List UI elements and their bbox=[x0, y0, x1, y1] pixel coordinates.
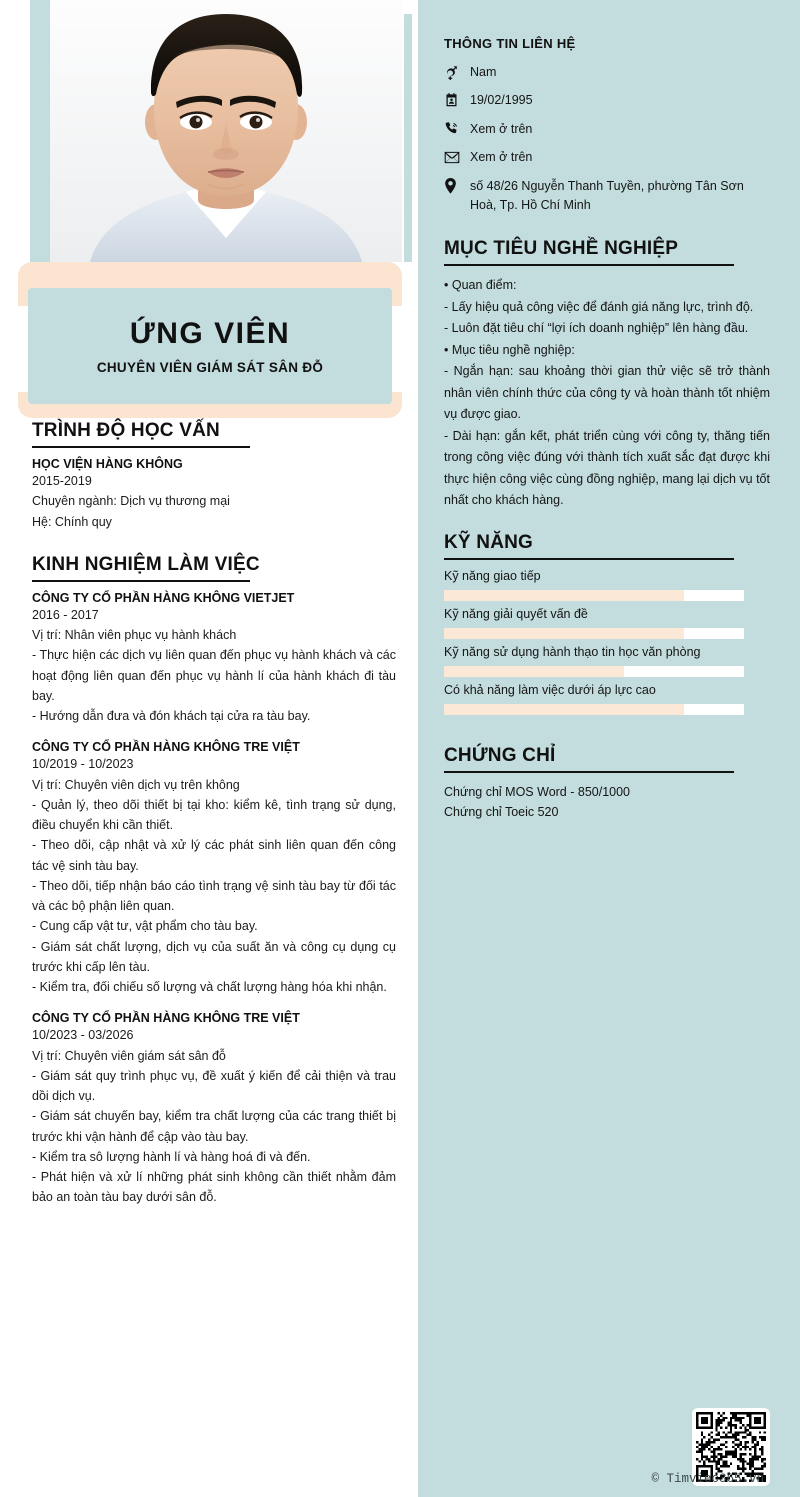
certificates-rule bbox=[444, 771, 734, 773]
certificate-item: Chứng chỉ Toeic 520 bbox=[444, 805, 559, 819]
experience-item bbox=[32, 1011, 396, 1207]
portrait-illustration bbox=[50, 0, 402, 262]
experience-duty: - Giám sát chuyến bay, kiểm tra chất lượng của các trang thiết bị trước khi vận hành để cập vào tàu bay. bbox=[32, 1109, 396, 1144]
skill-label: Kỹ năng giao tiếp bbox=[444, 568, 541, 583]
objective-line: • Mục tiêu nghề nghiệp: bbox=[444, 342, 575, 357]
phone-icon bbox=[444, 120, 470, 138]
footer-credit: © Timviec365.vn bbox=[651, 1472, 764, 1486]
section-spacer bbox=[32, 532, 396, 554]
name-banner bbox=[28, 288, 392, 404]
skills-heading: KỸ NĂNG bbox=[444, 531, 534, 553]
experience-duty: - Kiểm tra, đối chiếu số lượng và chất lượng hàng hóa khi nhận. bbox=[32, 980, 387, 994]
skills-list bbox=[444, 569, 770, 715]
contact-value: Xem ở trên bbox=[470, 121, 533, 136]
experience-duty: - Hướng dẫn đưa và đón khách tại cửa ra tàu bay. bbox=[32, 709, 311, 723]
objective-line: - Dài hạn: gắn kết, phát triển cùng với công ty, thăng tiến trong công việc đúng với thành tích xuất sắc đạt được khi thực hiện công việc cùng đồng nghiệp, mang lại dịch vụ tốt nhất cho khách hàng. bbox=[444, 428, 770, 508]
contact-value: 19/02/1995 bbox=[470, 93, 533, 108]
experience-duty: - Phát hiện và xử lí những phát sinh không cần thiết nhằm đảm bảo an toàn tàu bay dưới sân đỗ. bbox=[32, 1170, 396, 1205]
contact-row bbox=[444, 120, 770, 139]
experience-position: Vị trí: Nhân viên phục vụ hành khách bbox=[32, 628, 237, 642]
experience-position: Vị trí: Chuyên viên dịch vụ trên không bbox=[32, 777, 240, 792]
objective-section bbox=[444, 238, 770, 512]
skill-item bbox=[444, 569, 770, 601]
experience-duty: - Giám sát chất lượng, dịch vụ của suất ăn và công cụ dụng cụ trước khi cấp lên tàu. bbox=[32, 939, 396, 974]
experience-section bbox=[32, 554, 396, 1208]
calendar-icon bbox=[444, 91, 470, 109]
experience-item bbox=[32, 740, 396, 997]
experience-period: 10/2019 - 10/2023 bbox=[32, 757, 134, 772]
skill-bar-fill bbox=[444, 704, 684, 715]
skill-label: Kỹ năng giải quyết vấn đề bbox=[444, 606, 588, 621]
skill-bar-track bbox=[444, 590, 744, 601]
experience-period: 10/2023 - 03/2026 bbox=[32, 1028, 134, 1043]
experience-list bbox=[32, 591, 396, 1208]
left-column bbox=[0, 420, 418, 1222]
objective-heading: MỤC TIÊU NGHỀ NGHIỆP bbox=[444, 238, 679, 260]
education-rule bbox=[32, 446, 250, 448]
education-school: HỌC VIỆN HÀNG KHÔNG bbox=[32, 457, 183, 471]
experience-duty: - Thực hiện các dịch vụ liên quan đến phục vụ hành khách và các hoạt động liên quan đến phục vụ hành lí của hành khách đi tàu bay. bbox=[32, 648, 396, 703]
contact-row bbox=[444, 177, 770, 216]
decor-bar-right-b bbox=[404, 14, 412, 262]
objective-line: - Lấy hiệu quả công việc để đánh giá năng lực, trình độ. bbox=[444, 299, 754, 314]
skill-label: Có khả năng làm việc dưới áp lực cao bbox=[444, 682, 656, 697]
skill-bar-fill bbox=[444, 628, 684, 639]
candidate-name: ỨNG VIÊN bbox=[129, 317, 291, 350]
contact-row bbox=[444, 148, 770, 167]
objective-line: • Quan điểm: bbox=[444, 278, 517, 293]
experience-position: Vị trí: Chuyên viên giám sát sân đỗ bbox=[32, 1048, 226, 1063]
experience-duty: - Giám sát quy trình phục vụ, đề xuất ý kiến để cải thiện và trau dồi dịch vụ. bbox=[32, 1068, 396, 1103]
experience-company: CÔNG TY CỔ PHẦN HÀNG KHÔNG TRE VIỆT bbox=[32, 740, 300, 755]
certificates-list bbox=[444, 782, 770, 823]
skill-item bbox=[444, 607, 770, 639]
contact-value: Nam bbox=[470, 65, 497, 79]
objective-line: - Ngắn hạn: sau khoảng thời gian thử việc sẽ trở thành nhân viên chính thức của công ty và hoàn thành tốt nhiệm vụ được giao. bbox=[444, 364, 770, 422]
skill-bar-fill bbox=[444, 666, 624, 677]
experience-period: 2016 - 2017 bbox=[32, 607, 99, 622]
email-icon bbox=[444, 148, 470, 166]
skill-bar-track bbox=[444, 704, 744, 715]
experience-company: CÔNG TY CỔ PHẦN HÀNG KHÔNG TRE VIỆT bbox=[32, 1011, 300, 1026]
certificates-heading: CHỨNG CHỈ bbox=[444, 744, 556, 766]
objective-line: - Luôn đặt tiêu chí “lợi ích doanh nghiệp” lên hàng đầu. bbox=[444, 321, 749, 336]
contact-list bbox=[444, 63, 770, 215]
skill-item bbox=[444, 683, 770, 715]
candidate-role: CHUYÊN VIÊN GIÁM SÁT SÂN ĐỖ bbox=[96, 360, 324, 375]
experience-duty: - Quản lý, theo dõi thiết bị tại kho: kiểm kê, tình trạng sử dụng, điều chuyển khi cần thiết. bbox=[32, 797, 396, 832]
experience-duty: - Theo dõi, cập nhật và xử lý các phát sinh liên quan đến công tác vệ sinh tàu bay. bbox=[32, 838, 396, 873]
location-icon bbox=[444, 177, 470, 195]
experience-duty: - Theo dõi, tiếp nhận báo cáo tình trạng vệ sinh tàu bay từ đối tác và các bộ phận liên quan. bbox=[32, 878, 396, 913]
education-major: Chuyên ngành: Dịch vụ thương mại bbox=[32, 494, 230, 509]
skills-section bbox=[444, 532, 770, 715]
education-years: 2015-2019 bbox=[32, 474, 92, 488]
experience-item bbox=[32, 591, 396, 727]
skill-label: Kỹ năng sử dụng hành thạo tin học văn phòng bbox=[444, 644, 701, 659]
contact-row bbox=[444, 63, 770, 82]
skill-bar-track bbox=[444, 628, 744, 639]
skill-bar-fill bbox=[444, 590, 684, 601]
certificates-section bbox=[444, 745, 770, 823]
experience-company: CÔNG TY CỔ PHẦN HÀNG KHÔNG VIETJET bbox=[32, 590, 295, 605]
skills-rule bbox=[444, 558, 734, 560]
gender-icon bbox=[444, 63, 470, 81]
certificate-item: Chứng chỉ MOS Word - 850/1000 bbox=[444, 784, 631, 799]
experience-rule bbox=[32, 580, 250, 582]
education-system: Hệ: Chính quy bbox=[32, 514, 112, 529]
decor-bar-left bbox=[30, 0, 50, 268]
education-section bbox=[32, 420, 396, 532]
experience-heading: KINH NGHIỆM LÀM VIỆC bbox=[32, 553, 260, 575]
objective-rule bbox=[444, 264, 734, 266]
contact-value: số 48/26 Nguyễn Thanh Tuyền, phường Tân Sơn Hoà, Tp. Hồ Chí Minh bbox=[470, 178, 744, 212]
skill-item bbox=[444, 645, 770, 677]
experience-duty: - Kiểm tra sô lượng hành lí và hàng hoá đi và đến. bbox=[32, 1149, 311, 1164]
right-column bbox=[418, 0, 800, 1497]
objective-body bbox=[444, 275, 770, 512]
contact-heading: THÔNG TIN LIÊN HỆ bbox=[444, 36, 576, 51]
experience-duty: - Cung cấp vật tư, vật phẩm cho tàu bay. bbox=[32, 919, 258, 934]
education-heading: TRÌNH ĐỘ HỌC VẤN bbox=[32, 420, 220, 441]
skill-bar-track bbox=[444, 666, 744, 677]
candidate-photo bbox=[50, 0, 402, 262]
contact-row bbox=[444, 91, 770, 110]
contact-value: Xem ở trên bbox=[470, 150, 533, 165]
